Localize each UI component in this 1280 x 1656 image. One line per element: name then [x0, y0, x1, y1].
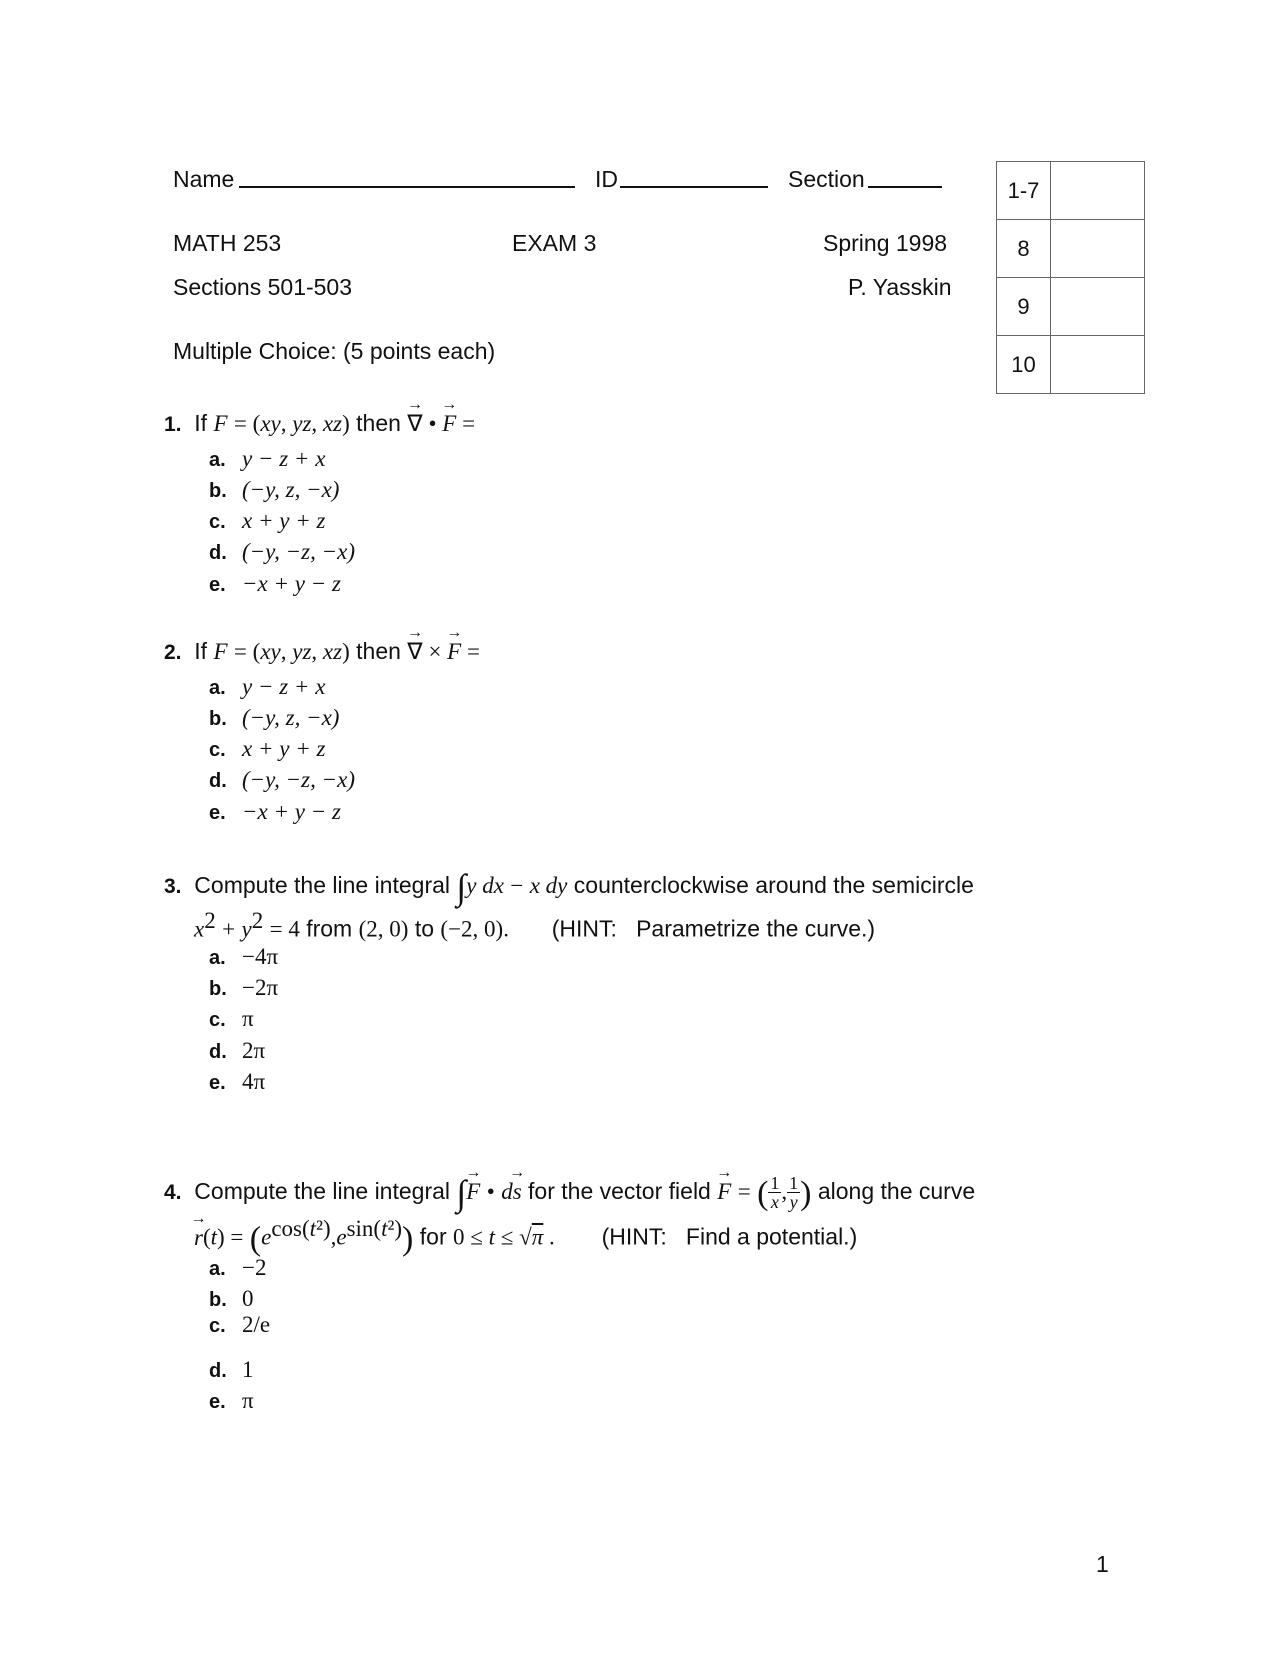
score-label: 10	[997, 336, 1051, 394]
option-2c[interactable]: c. x + y + z	[209, 736, 326, 761]
question-3-to: to	[414, 915, 435, 942]
option-1b[interactable]: b. (−y, z, −x)	[209, 477, 340, 502]
option-4c[interactable]: c. 2/e	[209, 1312, 271, 1337]
question-3-stem: 3. Compute the line integral ∫y dx − x dy counterclockwise around the semicircle	[164, 867, 974, 907]
id-label: ID	[595, 166, 618, 192]
name-label: Name	[173, 166, 235, 192]
question-4-text-2: for the vector field	[528, 1178, 711, 1204]
option-3e[interactable]: e. 4π	[209, 1069, 266, 1094]
sections: Sections 501-503	[173, 274, 353, 300]
section-field[interactable]	[868, 186, 942, 188]
question-1-stem	[164, 410, 475, 437]
option-3d[interactable]: d. 2π	[209, 1038, 266, 1063]
option-1e[interactable]: e. −x + y − z	[209, 571, 341, 596]
score-cell[interactable]	[1051, 278, 1145, 336]
question-4-text-3: along the curve	[817, 1178, 976, 1204]
option-1c[interactable]: c. x + y + z	[209, 508, 326, 533]
score-cell[interactable]	[1051, 162, 1145, 220]
question-3-text-2: counterclockwise around the semicircle	[573, 872, 974, 898]
question-4-line-2: → $r(t) = (e^{cos(t^2)},e^{sin(t^2)})$ for 0 ≤ t ≤ √π . (HINT: Find a potential.)	[194, 1216, 857, 1259]
question-number: 4.	[164, 1181, 182, 1204]
option-4a[interactable]: a. −2	[209, 1255, 267, 1280]
question-number: 1.	[164, 413, 182, 436]
option-1d[interactable]: d. (−y, −z, −x)	[209, 539, 355, 564]
score-row	[997, 336, 1145, 394]
question-1-stem-text: If F = (xy, yz, xz) then → ∇ • → F =	[194, 410, 475, 436]
score-label: 9	[997, 278, 1051, 336]
option-2a[interactable]: a. y − z + x	[209, 674, 326, 699]
section-label: Section	[788, 166, 865, 192]
name-field[interactable]	[239, 186, 575, 188]
exam-title: EXAM 3	[512, 230, 597, 256]
option-2e[interactable]: e. −x + y − z	[209, 799, 341, 824]
option-1a[interactable]: a. y − z + x	[209, 446, 326, 471]
question-3-line-2: $x^2 + y^2 = 4$ from (2, 0) to (−2, 0). (HINT: Parametrize the curve.)	[194, 908, 876, 942]
instructions: Multiple Choice: (5 points each)	[173, 338, 496, 364]
question-number: 3.	[164, 875, 182, 898]
option-4e[interactable]: e. π	[209, 1388, 254, 1413]
question-2-stem	[164, 638, 480, 665]
course-title: MATH 253	[173, 230, 282, 256]
score-row	[997, 220, 1145, 278]
page-number: 1	[1096, 1551, 1109, 1577]
question-4-hint: (HINT: Find a potential.)	[601, 1223, 858, 1250]
score-cell[interactable]	[1051, 336, 1145, 394]
question-number: 2.	[164, 641, 182, 664]
question-4-for: for	[419, 1223, 447, 1250]
score-label: 8	[997, 220, 1051, 278]
option-2d[interactable]: d. (−y, −z, −x)	[209, 767, 355, 792]
option-4d[interactable]: d. 1	[209, 1357, 254, 1382]
option-3b[interactable]: b. −2π	[209, 975, 279, 1000]
question-4-stem: 4. Compute the line integral ∫→ F • d→ s for the vector field → F = ( $\frac{1}{x}$ , $\frac{1}{y}$ ) along the curve	[164, 1172, 975, 1214]
score-cell[interactable]	[1051, 220, 1145, 278]
id-field[interactable]	[620, 186, 768, 188]
option-3a[interactable]: a. −4π	[209, 944, 279, 969]
score-table	[996, 161, 1145, 394]
option-4b[interactable]: b. 0	[209, 1286, 254, 1311]
score-row	[997, 162, 1145, 220]
question-3-text-1: Compute the line integral	[194, 872, 451, 898]
question-2-stem-text: If F = (xy, yz, xz) then → ∇ × → F =	[194, 638, 480, 664]
option-2b[interactable]: b. (−y, z, −x)	[209, 705, 340, 730]
instructor: P. Yasskin	[848, 274, 952, 300]
question-4-text-1: Compute the line integral	[194, 1178, 451, 1204]
score-label: 1-7	[997, 162, 1051, 220]
question-3-hint: (HINT: Parametrize the curve.)	[551, 915, 876, 942]
score-row	[997, 278, 1145, 336]
term: Spring 1998	[823, 230, 948, 256]
question-3-from: from	[306, 915, 353, 942]
option-3c[interactable]: c. π	[209, 1006, 254, 1031]
